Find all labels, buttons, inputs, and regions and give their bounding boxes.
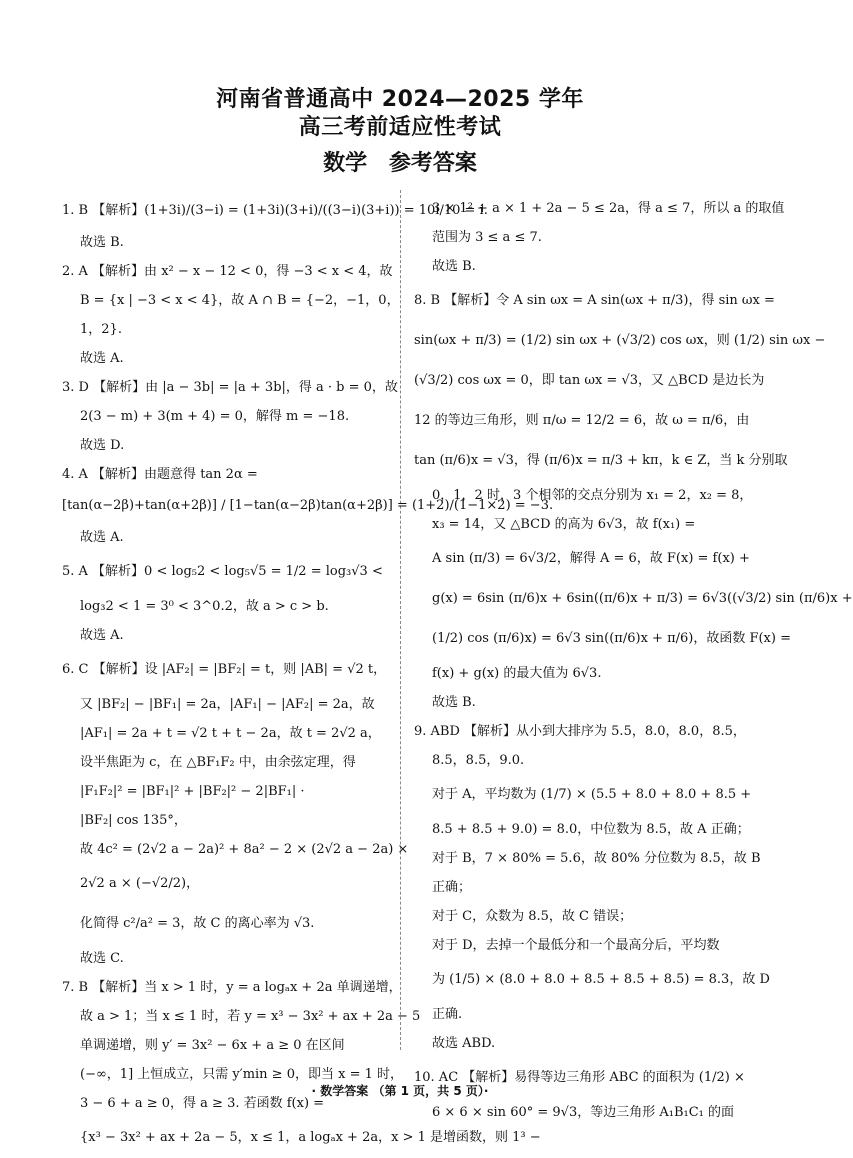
answer-line: 3 − 6 + a ≥ 0，得 a ≥ 3. 若函数 f(x) = bbox=[80, 1096, 325, 1111]
answer-line: 设半焦距为 c，在 △BF₁F₂ 中，由余弦定理，得 bbox=[80, 755, 356, 770]
answer-line: 2√2 a × (−√2/2)， bbox=[80, 876, 200, 891]
answer-line: 3. D 【解析】由 |a − 3b| = |a + 3b|，得 a · b = 0，故 bbox=[62, 380, 398, 395]
answer-line: x₃ = 14，又 △BCD 的高为 6√3，故 f(x₁) = bbox=[432, 517, 696, 532]
answer-line: |F₁F₂|² = |BF₁|² + |BF₂|² − 2|BF₁| · bbox=[80, 784, 305, 799]
answer-line: 12 的等边三角形，则 π/ω = 12/2 = 6，故 ω = π/6，由 bbox=[414, 413, 750, 428]
answer-line: (−∞，1] 上恒成立，只需 y′min ≥ 0，即当 x = 1 时， bbox=[80, 1067, 404, 1082]
answer-column-right bbox=[414, 194, 853, 1127]
answer-line: 1. B 【解析】(1+3i)/(3−i) = (1+3i)(3+i)/((3−i)(3+i)) = 10i/10 = i. bbox=[62, 203, 488, 218]
answer-line: 故 4c² = (2√2 a − 2a)² + 8a² − 2 × (2√2 a − 2a) × bbox=[80, 842, 409, 857]
answer-line: f(x) + g(x) 的最大值为 6√3. bbox=[432, 666, 602, 681]
answer-line: 2(3 − m) + 3(m + 4) = 0，解得 m = −18. bbox=[80, 409, 350, 424]
answer-line: 单调递增，则 y′ = 3x² − 6x + a ≥ 0 在区间 bbox=[80, 1038, 345, 1053]
answer-line: [tan(α−2β)+tan(α+2β)] / [1−tan(α−2β)tan(α+2β)] = (1+2)/(1−1×2) = −3. bbox=[62, 498, 554, 513]
answer-line: 8.5，8.5，9.0. bbox=[432, 753, 525, 768]
answer-line: 故选 B. bbox=[80, 235, 124, 250]
answer-line: 7. B 【解析】当 x > 1 时，y = a logₐx + 2a 单调递增， bbox=[62, 980, 402, 995]
answer-line: g(x) = 6sin (π/6)x + 6sin((π/6)x + π/3) = 6√3((√3/2) sin (π/6)x + bbox=[432, 591, 853, 606]
answer-line: 正确； bbox=[432, 880, 472, 895]
answer-line: 故选 C. bbox=[80, 951, 124, 966]
answer-line: (√3/2) cos ωx = 0，即 tan ωx = √3，又 △BCD 是边长为 bbox=[414, 373, 765, 388]
answer-line: 故选 B. bbox=[432, 259, 476, 274]
answer-line: |BF₂| cos 135°， bbox=[80, 813, 187, 828]
answer-line: 2. A 【解析】由 x² − x − 12 < 0，得 −3 < x < 4，故 bbox=[62, 264, 393, 279]
answer-line: tan (π/6)x = √3，得 (π/6)x = π/3 + kπ，k ∈ Z，当 k 分别取 bbox=[414, 453, 788, 468]
answer-line: 故选 A. bbox=[80, 628, 124, 643]
answer-line: 5. A 【解析】0 < log₅2 < log₅√5 = 1/2 = log₃√3 < bbox=[62, 564, 383, 579]
answer-line: 10. AC 【解析】易得等边三角形 ABC 的面积为 (1/2) × bbox=[414, 1070, 745, 1085]
answer-line: 8.5 + 8.5 + 9.0) = 8.0，中位数为 8.5，故 A 正确； bbox=[432, 822, 750, 837]
answer-line: log₃2 < 1 = 3⁰ < 3^0.2，故 a > c > b. bbox=[80, 599, 329, 614]
answer-line: 故选 A. bbox=[80, 530, 124, 545]
answer-line: 对于 B，7 × 80% = 5.6，故 80% 分位数为 8.5，故 B bbox=[432, 851, 761, 866]
answer-line: 又 |BF₂| − |BF₁| = 2a，|AF₁| − |AF₂| = 2a，故 bbox=[80, 697, 375, 712]
answer-line: 故选 D. bbox=[80, 438, 125, 453]
answer-line: 9. ABD 【解析】从小到大排序为 5.5，8.0，8.0，8.5， bbox=[414, 724, 746, 739]
answer-line: 8. B 【解析】令 A sin ωx = A sin(ωx + π/3)，得 sin ωx = bbox=[414, 293, 775, 308]
answer-line: 对于 A，平均数为 (1/7) × (5.5 + 8.0 + 8.0 + 8.5 + bbox=[432, 787, 752, 802]
answer-line: 0，1，2 时，3 个相邻的交点分别为 x₁ = 2，x₂ = 8， bbox=[432, 488, 753, 503]
answer-line: 对于 C，众数为 8.5，故 C 错误； bbox=[432, 909, 633, 924]
answer-line: 化简得 c²/a² = 3，故 C 的离心率为 √3. bbox=[80, 916, 315, 931]
answer-line: sin(ωx + π/3) = (1/2) sin ωx + (√3/2) cos ωx，则 (1/2) sin ωx − bbox=[414, 333, 826, 348]
answer-line: 故选 B. bbox=[432, 695, 476, 710]
answer-line: 故 a > 1；当 x ≤ 1 时，若 y = x³ − 3x² + ax + 2a − 5 bbox=[80, 1009, 421, 1024]
exam-subtitle: 高三考前适应性考试 bbox=[298, 115, 502, 140]
answer-line: B = {x | −3 < x < 4}，故 A ∩ B = {−2，−1，0， bbox=[80, 293, 400, 308]
answer-line: {x³ − 3x² + ax + 2a − 5，x ≤ 1，a logₐx + 2a，x > 1 是增函数，则 1³ − bbox=[80, 1130, 541, 1145]
answer-line: (1/2) cos (π/6)x) = 6√3 sin((π/6)x + π/6)，故函数 F(x) = bbox=[432, 631, 791, 646]
answer-line: A sin (π/3) = 6√3/2，解得 A = 6，故 F(x) = f(x) + bbox=[432, 551, 750, 566]
page-footer: · 数学答案 （第 1 页，共 5 页）· bbox=[311, 1084, 489, 1098]
exam-title: 河南省普通高中 2024—2025 学年 bbox=[216, 87, 584, 112]
answer-line: |AF₁| = 2a + t = √2 t + t − 2a，故 t = 2√2 a， bbox=[80, 726, 381, 741]
answer-line: 对于 D，去掉一个最低分和一个最高分后，平均数 bbox=[432, 938, 720, 953]
answer-line: 故选 A. bbox=[80, 351, 124, 366]
answer-line: 1，2}. bbox=[80, 322, 122, 337]
answer-line: 范围为 3 ≤ a ≤ 7. bbox=[432, 230, 542, 245]
answer-line: 6 × 6 × sin 60° = 9√3，等边三角形 A₁B₁C₁ 的面 bbox=[432, 1105, 735, 1120]
subject-heading: 数学 参考答案 bbox=[323, 151, 477, 176]
answer-line: 4. A 【解析】由题意得 tan 2α = bbox=[62, 467, 258, 482]
answer-line: 故选 ABD. bbox=[432, 1036, 496, 1051]
answer-line: 正确. bbox=[432, 1007, 463, 1022]
answer-line: 为 (1/5) × (8.0 + 8.0 + 8.5 + 8.5 + 8.5) = 8.3，故 D bbox=[432, 972, 770, 987]
answer-line: 6. C 【解析】设 |AF₂| = |BF₂| = t，则 |AB| = √2 t， bbox=[62, 662, 387, 677]
answer-line: 3 × 1² + a × 1 + 2a − 5 ≤ 2a，得 a ≤ 7，所以 a 的取值 bbox=[432, 201, 785, 216]
